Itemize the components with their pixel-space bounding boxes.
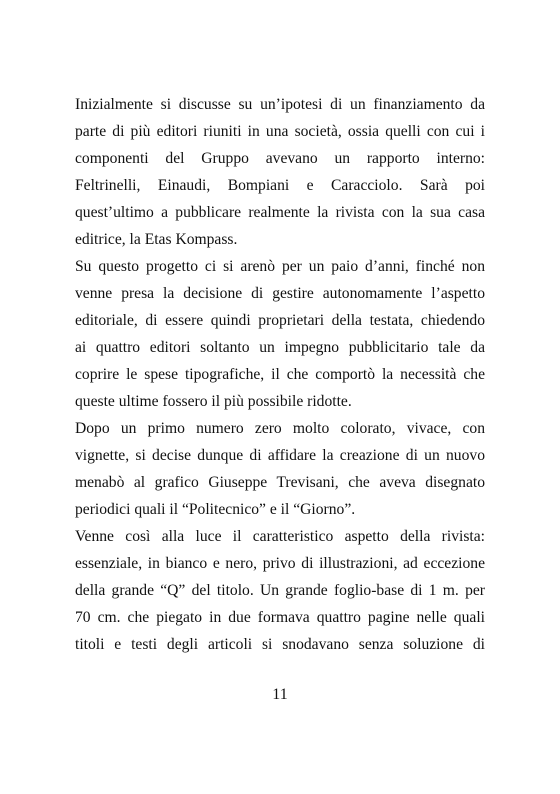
text-line: Venne così alla luce il caratteristico aspetto della rivista:: [75, 528, 485, 545]
text-line: Inizialmente si discusse su un’ipotesi di un finanziamento da: [75, 96, 485, 113]
page-number: 11: [272, 686, 288, 703]
text-line: periodici quali il “Politecnico” e il “Giorno”.: [75, 501, 356, 518]
text-line: coprire le spese tipografiche, il che comportò la necessità che: [75, 366, 485, 383]
text-line: menabò al grafico Giuseppe Trevisani, che aveva disegnato: [75, 474, 485, 491]
text-line: della grande “Q” del titolo. Un grande foglio-base di 1 m. per: [75, 582, 485, 599]
text-line: Su questo progetto ci si arenò per un paio d’anni, finché non: [75, 258, 485, 275]
text-line: titoli e testi degli articoli si snodavano senza soluzione di: [75, 636, 485, 653]
text-line: editoriale, di essere quindi proprietari della testata, chiedendo: [75, 312, 485, 329]
text-line: parte di più editori riuniti in una società, ossia quelli con cui i: [75, 123, 485, 140]
text-line: venne presa la decisione di gestire autonomamente l’aspetto: [75, 285, 485, 302]
text-line: quest’ultimo a pubblicare realmente la rivista con la sua casa: [75, 204, 485, 221]
body-text: [75, 91, 485, 658]
text-line: Feltrinelli, Einaudi, Bompiani e Caracciolo. Sarà poi: [75, 177, 485, 194]
text-line: Dopo un primo numero zero molto colorato, vivace, con: [75, 420, 485, 437]
text-line: vignette, si decise dunque di affidare la creazione di un nuovo: [75, 447, 485, 464]
text-line: ai quattro editori soltanto un impegno pubblicitario tale da: [75, 339, 485, 356]
text-line: 70 cm. che piegato in due formava quattro pagine nelle quali: [75, 609, 485, 626]
text-line: componenti del Gruppo avevano un rapporto interno:: [75, 150, 485, 167]
text-line: editrice, la Etas Kompass.: [75, 231, 238, 248]
text-line: queste ultime fossero il più possibile ridotte.: [75, 393, 352, 410]
text-line: essenziale, in bianco e nero, privo di illustrazioni, ad eccezione: [75, 555, 485, 572]
